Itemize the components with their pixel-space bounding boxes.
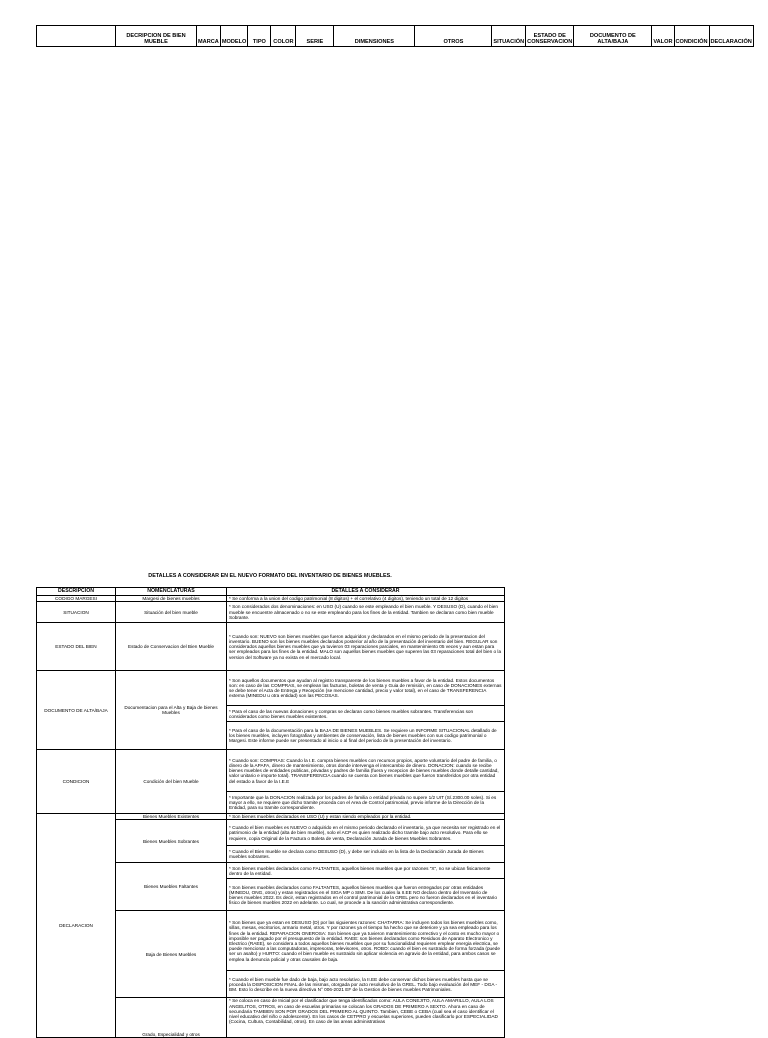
- header-cell: DECLARACIÓN: [709, 26, 753, 47]
- row-condicion-1: [37, 750, 505, 792]
- detail-cell: * Para el caso de la documentación para la BAJA DE BIENES MUEBLES. Se requiere un INFORME SITUACIONAL detallado de los bienes muebles, incluyen fotografias y ambientes de conservación, lista de bienes muebles con sus codigo patrimonial o Margesi. Este informe puede ser presentado al inicio o al final del periodo de la presentación del inventario.: [227, 722, 505, 750]
- detail-cell: * Son bienes que ya estan en DESUSO (D) por las siguientes razones: CHATARRA: Se incluyen todos los bienes muebles como, sillas, mesas, escritorios, armario metal, otros. Y por razones ya el tiempo ha hecho que se deteriore y ya sea empleado para los fines de la entidad. REPARACION ONEROSA: Son bienes que ya tuvieron mantenimiento correctivo y el costo es mucho mayor o imposible ser pagado por el presupuesto de la entidad. RAEE: son bienes declarados como Residuos de Aparato Electronico y Electrico (RAEE), se considera a todos aquellos bienes muebles que por su funcionalidad requieren emplear energia electrica, se puede mencionar a las computadoras, impresoras, televisores, otros. ROBO: cuando el bien es sustraido de forma forzada (puede ser un asalto) y HURTO: cuando el bien mueble es sustraido sin aplicar violencia en agravio de la entidad, para ambos casos se emplea la denuncia policial y otras causales de baja.: [227, 911, 505, 971]
- header-cell: SERIE: [296, 26, 334, 47]
- details-header-cell: DESCRIPCION: [37, 588, 116, 596]
- nomenclature-cell: Estado de Conservacion del Bien Mueble: [116, 623, 227, 671]
- details-header-cell: DETALLES A CONSIDERAR: [227, 588, 505, 596]
- detail-cell: * Se conforma a la union del codigo patrimonial (8 digitos) + el correlativo (4 digitos), teniendo un total de 12 digitos: [227, 596, 505, 602]
- nomenclature-cell: Bienes Muebles Sobrantes: [116, 820, 227, 863]
- nomenclature-cell: Situación del bien mueble: [116, 602, 227, 623]
- header-cell: DOCUMENTO DE ALTA/BAJA: [574, 26, 652, 47]
- desc-cell: SITUACION: [37, 602, 116, 623]
- detail-cell: * Son considerados dos denominaciones: en USO (U) cuando se este empleando el bien mueble. Y DESUSO (D), cuando el bien mueble se encuentre almacenado o no se este empleando para los fines de la entidad. Tambien se declaran como bien mueble Sobrante.: [227, 602, 505, 623]
- detail-cell: * Son bienes muebles declarados en USO (U) y estan siendo empleados por la entidad.: [227, 814, 505, 820]
- row-estado: [37, 623, 505, 671]
- header-cell: DECRIPCION DE BIEN MUEBLE: [116, 26, 197, 47]
- desc-cell: DOCUMENTO DE ALTA/BAJA: [37, 671, 116, 750]
- header-cell: ESTADO DE CONSERVACION: [526, 26, 574, 47]
- inventory-header-table: [36, 25, 754, 47]
- details-header-cell: NOMENCLATURAS: [116, 588, 227, 596]
- detail-cell: * Cuando el bien mueble fue dado de baja, bajo acto resolutivo, la II.EE debe conservar dichos bienes muebles hasta que se proceda la DISPOSICION FINAL de las mismas, otorgada por acto resolutivo de la GREL. Todo bajo evaluación del MEF - DGA - BM. Esto lo describe en la nueva directiva N° 006-2021 EF de la Gestion de bienes muebles Patrimoniales.: [227, 971, 505, 998]
- nomenclature-cell: Margesi de bienes muebles: [116, 596, 227, 602]
- header-cell: OTROS: [415, 26, 492, 47]
- detail-cell: * Cuando el Bien mueble se declara como DESUSO (D), y debe ser incluido en la lista de la Declaración Jurada de Bienes muebles sobrantes.: [227, 846, 505, 863]
- details-title: DETALLES A CONSIDERAR EN EL NUEVO FORMATO DEL INVENTARIO DE BIENES MUEBLES.: [148, 573, 392, 579]
- detail-cell: * Para el caso de las nuevas donaciones y compras se declaran como bienes muebles sobrantes. Transferencias son considerados como bienes muebles existentes.: [227, 706, 505, 722]
- desc-cell: ESTADO DEL BIEN: [37, 623, 116, 671]
- details-header-row: [37, 588, 505, 596]
- detail-cell: * Importante que la DONACION realizada por los padres de familia o entidad privada no supere 1/2 UIT (S/.2300.00 soles). Si es mayor a ello, se requiere que dicho tramite proceda con el Area de Control patrimonial, previo informe de la Dirección de la Entidad, para su tramite correspondiente.: [227, 792, 505, 814]
- nomenclature-cell: Bienes Muebles Faltantes: [116, 863, 227, 911]
- header-cell: TIPO: [248, 26, 271, 47]
- detail-cell: * Cuando son: COMPRAS: Cuando la I.E. compra bienes muebles con recursos propios, aporte voluntario del padre de familia, o dinero de la APAFA, dinero de mantenimiento, otros donde intervenga el intercambio de dinero. DONACION: cuando se recibe bienes muebles de entidades publicas, privadas y padres de familia (fuera y recepcion de bienes muebles donde detalle cantidad, valor unitario e importe total). TRANSFERENCIA cuando se cuenta con bienes muebles que fueron transferidos por otra entidad del estado a favor de la I.E.E: [227, 750, 505, 792]
- detail-cell: * Cuando son: NUEVO son bienes muebles que fueron adquiridos y declarados en el mismo periodo de la presentacion del inventario. BUENO son los bienes muebles declarados posterior al año de la presentación del inventario del bien. REGULAR son considerados aquellos bienes muebles que ya tuvieron 03 reparaciones parciales, en mantenimiento 05 veces y aun estan para ser empleados para los fines de la entidad. MALO son aquellos bienes muebles que superen las 03 reparaciones total del bien o la version del Software ya no exista en el mercado local.: [227, 623, 505, 671]
- header-cell: [37, 26, 116, 47]
- detail-cell: * Son bienes muebles declarados como FALTANTES, aquellos bienes muebles que fueron entregados por otras entidades (MINEDU, ONG, otros) y estan registrados en el SIGA MP o SIMI. De los cuales la II.EE NO declaro dentro del Inventario de bienes muebles 2022. Es decir, estan registrados en el control patrimonial de la GREL pero no fueron declarados en el inventario fisico de bienes muebles 2022 en adelante. Lo cual, se procede a la sanción administrativa correspondiente.: [227, 879, 505, 911]
- nomenclature-cell: Grado, Especialidad y otros: [116, 998, 227, 1038]
- header-cell: VALOR: [652, 26, 674, 47]
- detail-cell: * Cuando el bien muebles es NUEVO o adquirido en el mismo periodo declarado el inventario, ya que necesita ser registrado en el patrimonio de la entidad (alta de bien mueble), solo el ACP es quien realizado dicho tramite bajo acto resolutivo. Para ello se requiere, copia Original de la Factura o Boleta de venta, Declaración Jurada de bienes Muebles Sobrantes.: [227, 820, 505, 846]
- desc-cell: DECLARACION: [37, 814, 116, 1038]
- header-cell: MARCA: [197, 26, 221, 47]
- nomenclature-cell: Documentacion para el Alta y Baja de bienes Muebles: [116, 671, 227, 750]
- header-row: [37, 26, 754, 47]
- header-cell: CONDICIÓN: [674, 26, 709, 47]
- header-cell: DIMENSIONES: [334, 26, 415, 47]
- header-cell: COLOR: [271, 26, 296, 47]
- nomenclature-cell: Condición del bien Mueble: [116, 750, 227, 814]
- row-documento-1: [37, 671, 505, 706]
- details-table: [36, 587, 505, 1038]
- detail-cell: * Son bienes muebles declarados como FALTANTES, aquellos bienes muebles que por razones "X", no se ubican fisicamente dentro de la entidad.: [227, 863, 505, 879]
- header-cell: MODELO: [220, 26, 248, 47]
- header-cell: SITUACIÓN: [492, 26, 526, 47]
- detail-cell: * Se coloca en caso de Inicial por el clasificador que tenga identificados como: AULA CONEJITO, AULA AMARILLO, AULA LOS ANGELITOS, OTROS, en caso de escuelas primarias se colocan los GRADOS DE PRIMERO A SEXTO. Ahora en caso de secundaria TAMBIEN SON POR GRADOS DEL PRIMERO AL QUINTO. Tambien, CEBE o CEBA (cual sea el caso identificar el nivel educativo del niño o adolescente). En los casos de CETPRO y escuelas superiores, pueden clasificarlo por ESPECIALIDAD (Cocina, Cultura, Contabilidad, otros). En caso de las areas administrativas: [227, 998, 505, 1038]
- desc-cell: CONDICION: [37, 750, 116, 814]
- row-situacion: [37, 602, 505, 623]
- nomenclature-cell: Baja de Bienes Muebles: [116, 911, 227, 998]
- detail-cell: * Son aquellos documentos que ayudan al registro transparente de los bienes muebles a favor de la entidad. Estos documentos son: en caso de las COMPRAS, se emplean las facturas, boletas de venta y Guia de remisión, en caso de DONACIONES externas se debe tener el Acta de Entrega y Recepción (se mencione cantidad, precio y valor total), en el caso de TRANSFERENCIA externa (MINEDU u otra entidad) son las PECOSAS.: [227, 671, 505, 706]
- desc-cell: CODIGO MARGESI: [37, 596, 116, 602]
- nomenclature-cell: Bienes Muebles Existentes: [116, 814, 227, 820]
